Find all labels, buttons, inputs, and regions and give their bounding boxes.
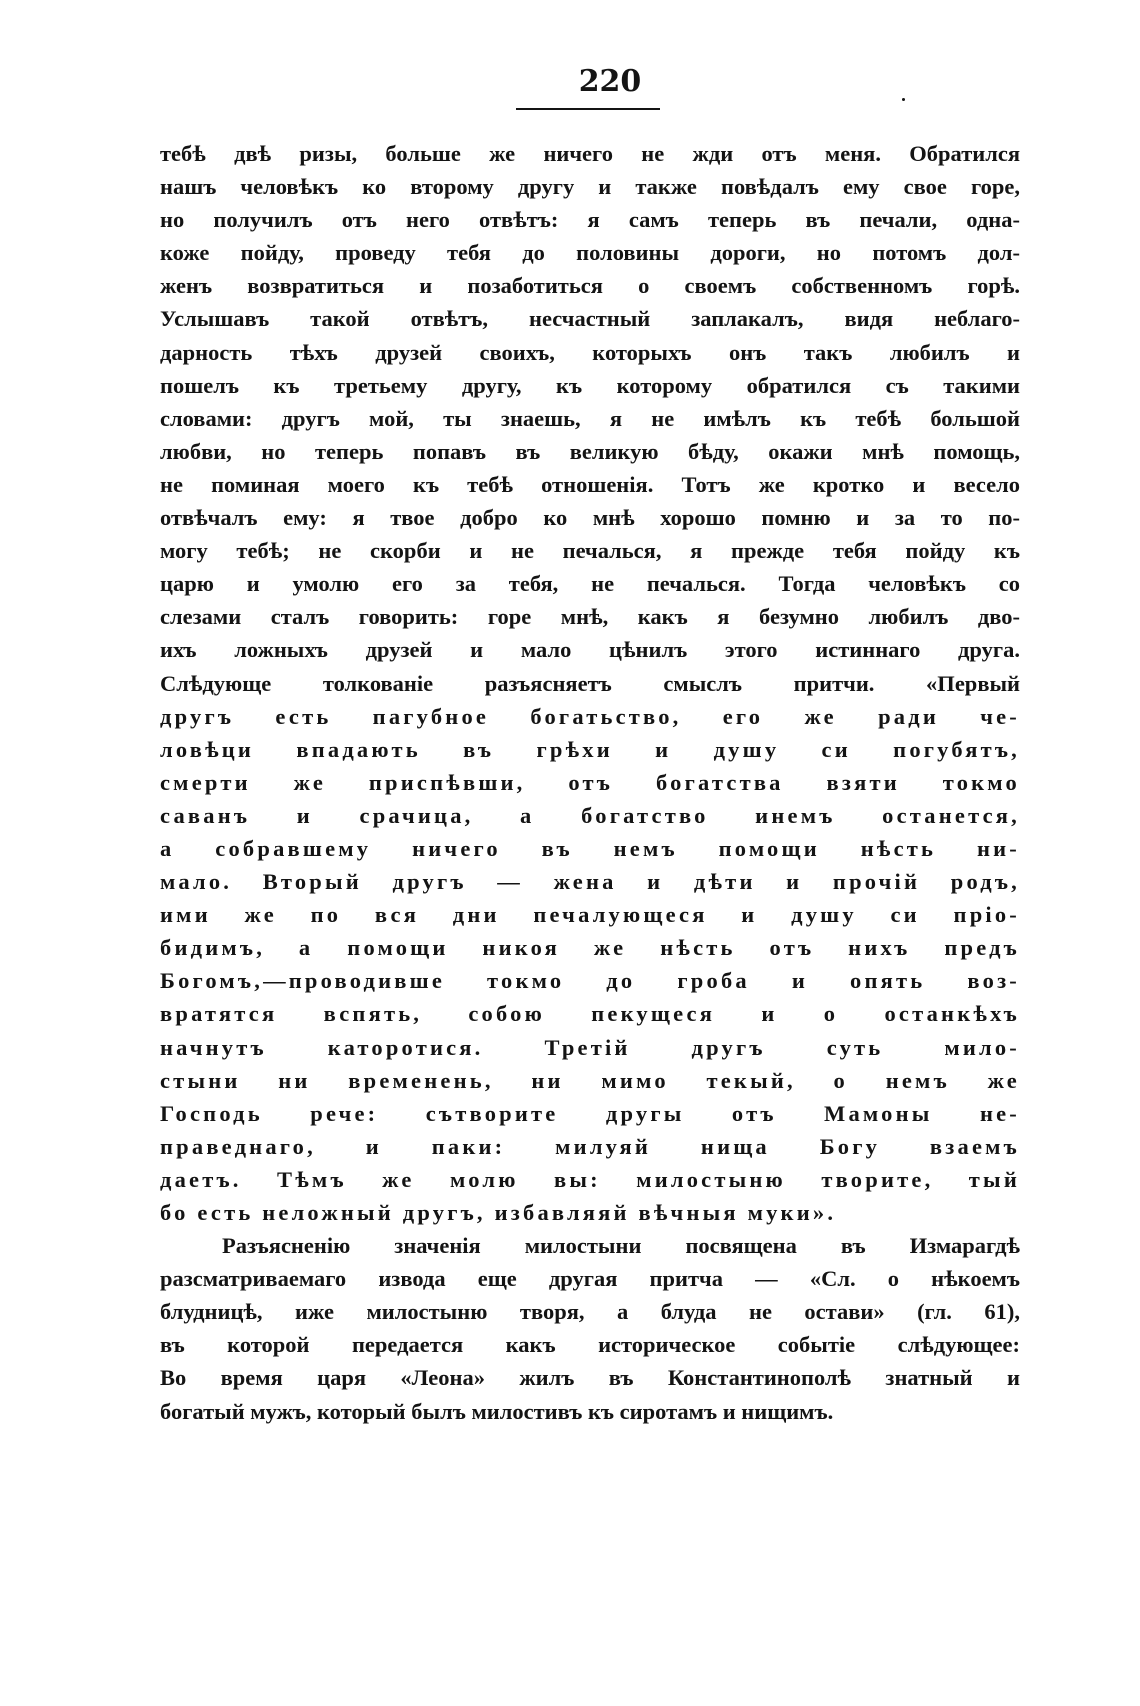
text-line: пошелъ къ третьему другу, къ которому обратился съ такими (160, 372, 1020, 398)
text-line: блудницѣ, иже милостыню творя, а блуда не остави» (гл. 61), (160, 1299, 1020, 1325)
text-line: нашъ человѣкъ ко второму другу и также повѣдалъ ему свое горе, (160, 174, 1020, 200)
print-speck (902, 98, 905, 101)
text-line: дарность тѣхъ друзей своихъ, которыхъ онъ такъ любилъ и (160, 339, 1020, 365)
text-line: коже пойду, проведу тебя до половины дороги, но потомъ дол- (160, 240, 1020, 266)
paragraph-second-parable (160, 1229, 1020, 1428)
text-line: ихъ ложныхъ друзей и мало цѣнилъ этого истиннаго друга. (160, 637, 1020, 663)
text-line: въ которой передается какъ историческое событіе слѣдующее: (160, 1332, 1020, 1358)
page-number-rule (516, 108, 660, 110)
text-line: могу тебѣ; не скорби и не печалься, я прежде тебя пойду къ (160, 538, 1020, 564)
text-line: словами: другъ мой, ты знаешь, я не имѣлъ къ тебѣ большой (160, 405, 1020, 431)
text-line: не поминая моего къ тебѣ отношенія. Тотъ же кротко и весело (160, 471, 1020, 497)
paragraph-parable (160, 137, 1020, 700)
text-line: мало. Вторый другъ — жена и дѣти и прочій родъ, (160, 869, 1020, 895)
text-line: ими же по вся дни печалующеся и душу си пріо- (160, 902, 1020, 928)
paragraph-interpretation-quote (160, 700, 1020, 1230)
text-line: богатый мужъ, который былъ милостивъ къ сиротамъ и нищимъ. (160, 1398, 834, 1424)
text-line: но получилъ отъ него отвѣтъ: я самъ теперь въ печали, одна- (160, 207, 1020, 233)
text-line: Господь рече: сътворите другы отъ Мамоны не- (160, 1100, 1020, 1126)
text-line: смерти же приспѣвши, отъ богатства взяти токмо (160, 769, 1020, 795)
text-line: стыни ни временень, ни мимо текый, о немъ же (160, 1067, 1020, 1093)
text-line: разсматриваемаго извода еще другая притча — «Сл. о нѣкоемъ (160, 1266, 1020, 1292)
body-text (160, 137, 1020, 1428)
text-line: начнутъ каторотися. Третій другъ суть мило- (160, 1034, 1020, 1060)
text-line: отвѣчалъ ему: я твое добро ко мнѣ хорошо помню и за то по- (160, 505, 1020, 531)
text-line: саванъ и срачица, а богатство инемъ останется, (160, 802, 1020, 828)
text-line: другъ есть пагубное богатьство, его же ради че- (160, 703, 1020, 729)
text-line: любви, но теперь попавъ въ великую бѣду, окажи мнѣ помощь, (160, 438, 1020, 464)
text-line: бидимъ, а помощи никоя же нѣсть отъ нихъ предъ (160, 935, 1020, 961)
text-line: Во время царя «Леона» жилъ въ Константинополѣ знатный и (160, 1365, 1020, 1391)
text-line: царю и умолю его за тебя, не печалься. Тогда человѣкъ со (160, 571, 1020, 597)
text-line: Слѣдующе толкованіе разъясняетъ смыслъ притчи. «Первый (160, 670, 1020, 696)
text-line: Богомъ,—проводивше токмо до гроба и опять воз- (160, 968, 1020, 994)
text-line: ловѣци впадають въ грѣхи и душу си погубятъ, (160, 736, 1020, 762)
text-line: женъ возвратиться и позаботиться о своемъ собственномъ горѣ. (160, 273, 1020, 299)
text-line: бо есть неложный другъ, избавляяй вѣчныя муки». (160, 1200, 837, 1225)
page-number: 220 (578, 64, 642, 99)
text-line: а собравшему ничего въ немъ помощи нѣсть ни- (160, 835, 1020, 861)
text-line: Услышавъ такой отвѣтъ, несчастный заплакалъ, видя неблаго- (160, 306, 1020, 332)
text-line: даетъ. Тѣмъ же молю вы: милостыню творите, тый (160, 1166, 1020, 1192)
text-line: праведнаго, и паки: милуяй нища Богу взаемъ (160, 1133, 1020, 1159)
text-line: вратятся вспять, собою пекущеся и о останкѣхъ (160, 1001, 1020, 1027)
text-line: тебѣ двѣ ризы, больше же ничего не жди отъ меня. Обратился (160, 141, 1020, 166)
text-line: слезами сталъ говорить: горе мнѣ, какъ я безумно любилъ дво- (160, 604, 1020, 630)
text-line: Разъясненію значенія милостыни посвящена въ Измарагдѣ (222, 1233, 1020, 1259)
